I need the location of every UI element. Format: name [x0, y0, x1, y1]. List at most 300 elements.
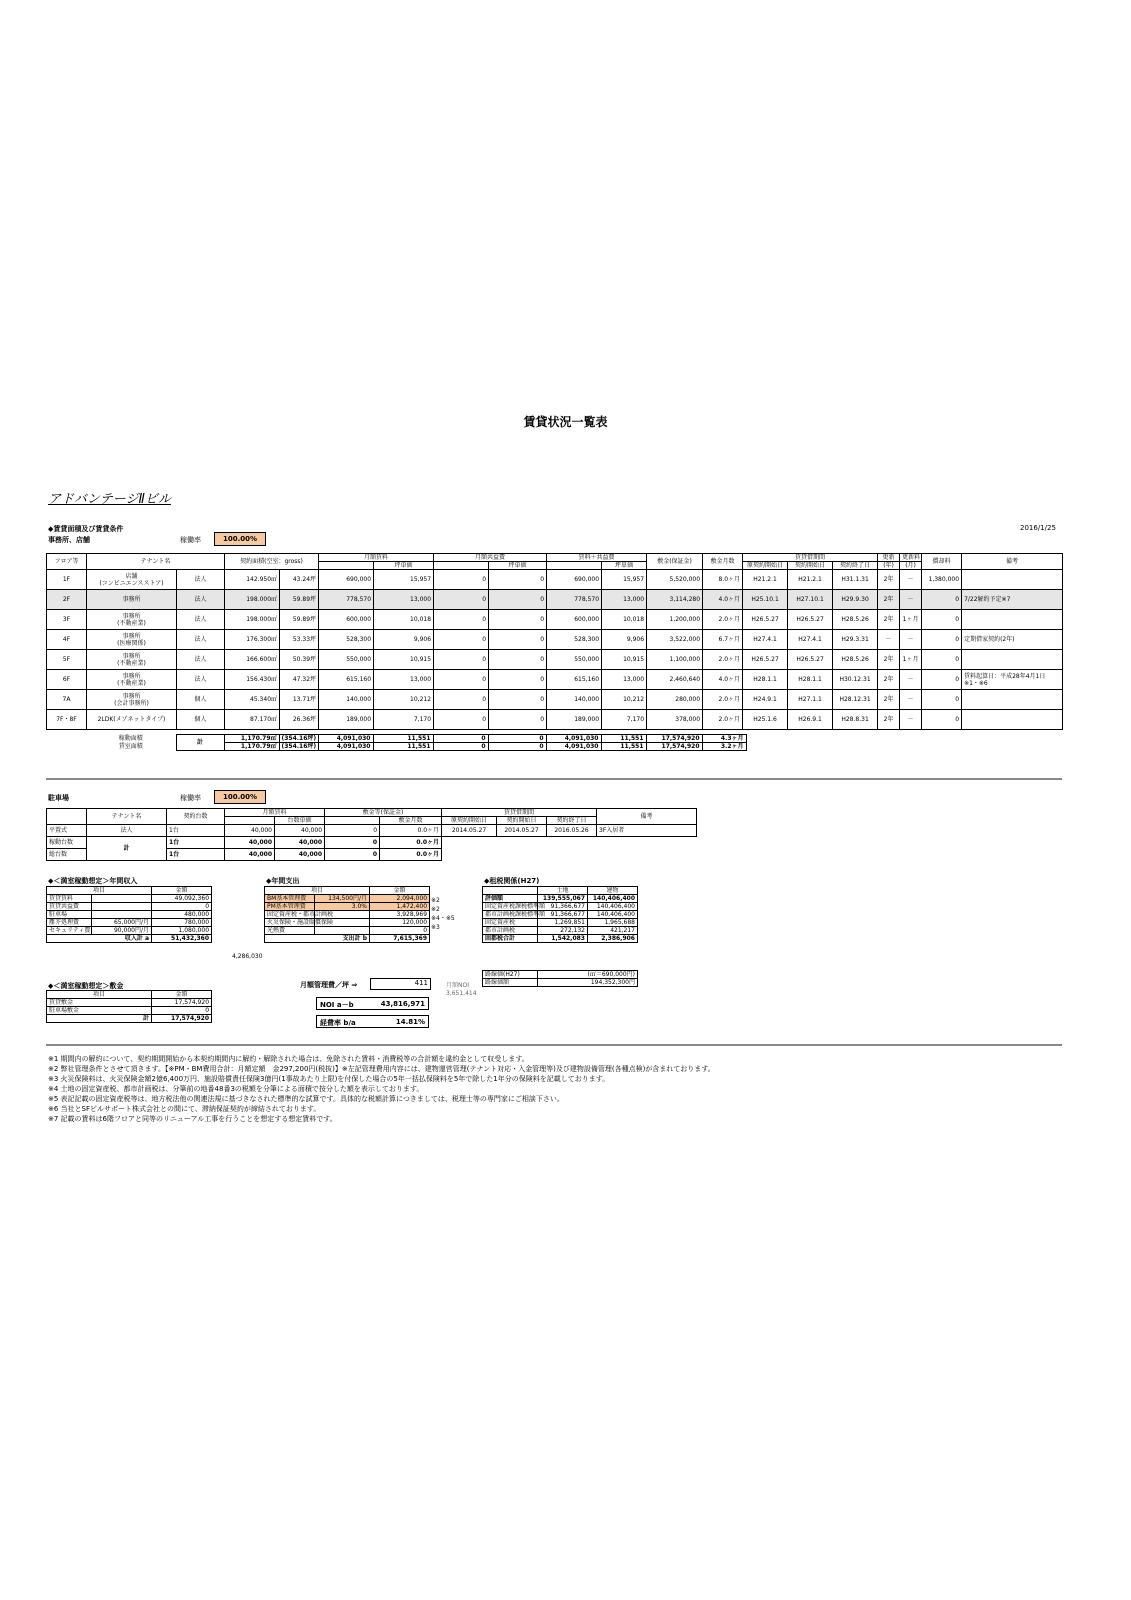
total-rent-2: 4,091,030 [318, 743, 373, 751]
lease-total: 600,000 [547, 610, 602, 630]
tax-row [483, 927, 638, 935]
parking-header-tenant: テナント名 [87, 809, 167, 825]
lease-common-unit: 0 [489, 650, 547, 670]
lease-total: 528,300 [547, 630, 602, 650]
paren: ( [281, 735, 285, 742]
total-tsubo-1: 354.16坪) [284, 735, 317, 742]
parking-rent: 40,000 [225, 825, 275, 837]
parking-s1: 2014.05.27 [442, 825, 497, 837]
lease-row [47, 670, 1063, 690]
total-total-unit-2: 11,551 [601, 743, 646, 751]
expense-row [265, 895, 430, 903]
totals-row-2 [46, 743, 746, 751]
tax-row [483, 903, 638, 911]
lease-start-orig: H26.5.27 [743, 650, 788, 670]
lease-area: 142.950㎡ [225, 570, 280, 590]
header-renew-fee-unit: (月) [900, 562, 922, 570]
expense-col-amount: 金額 [370, 887, 430, 895]
total-deposit-1: 17,574,920 [646, 735, 702, 743]
parking-header-s2: 契約開始日 [497, 817, 547, 825]
lease-tsubo: 13.71坪 [280, 690, 319, 710]
lease-start-orig: H26.5.27 [743, 610, 788, 630]
income-sub [92, 903, 152, 911]
header-tenant: テナント名 [87, 554, 225, 570]
lease-total-unit: 13,000 [602, 670, 647, 690]
lease-start: H21.2.1 [788, 570, 833, 590]
header-end: 契約終了日 [833, 562, 878, 570]
total-months-1: 4.3ヶ月 [702, 735, 746, 743]
parking-kei: 計 [87, 837, 167, 861]
lease-row [47, 710, 1063, 730]
total-total-unit-1: 11,551 [601, 735, 646, 743]
expense-item: 光熱費 [265, 927, 315, 935]
page-title: 賃貸状況一覧表 [523, 415, 608, 429]
footnotes [48, 1054, 715, 1124]
lease-rent-unit: 13,000 [374, 670, 434, 690]
parking-count: 1台 [167, 837, 225, 849]
expense-note: ※2 [431, 897, 440, 904]
lease-tenant-name: 事務所 [122, 632, 141, 640]
tax-item: 都市計画税課税標準額 [483, 911, 538, 919]
expense-item: 火災保険・施設賠償保険 [265, 919, 315, 927]
totals-label-1: 稼動面積 [118, 735, 143, 742]
expense-amount: 0 [370, 927, 430, 935]
lease-end: H28.12.31 [833, 690, 878, 710]
footnote: ※3 火災保険料は、火災保険金額2億6,400万円、施設賠償責任保険3億円(1事故あたり上限)を付保した場合の5年一括払保険料を5年で除した1年分の保険料を記載しております。 [48, 1075, 610, 1083]
lease-tenant [87, 630, 177, 650]
parking-header-row [47, 809, 697, 817]
footnote: ※7 記載の賃料は6階フロアと同等のリニューアル工事を行うことを想定する想定賃料です。 [48, 1115, 337, 1123]
lease-tenant-name: 事務所 [122, 596, 141, 603]
header-amortization: 償却料 [922, 554, 962, 570]
ratio-box [316, 1015, 429, 1028]
section-subheading-office: 事務所、店舗 [48, 536, 90, 544]
lease-common-unit: 0 [489, 630, 547, 650]
totals-label-2: 賃室面積 [118, 743, 143, 750]
tax-item: 固定資産税 [483, 919, 538, 927]
lease-common: 0 [434, 590, 489, 610]
income-amount: 780,000 [152, 919, 212, 927]
lease-amort: 0 [922, 670, 962, 690]
income-side-value: 4,286,030 [232, 953, 263, 960]
lease-deposit: 378,000 [647, 710, 703, 730]
total-total-2: 4,091,030 [546, 743, 601, 751]
tax-building: 140,406,400 [588, 895, 638, 903]
parking-count: 1台 [167, 825, 225, 837]
expense-amount: 120,000 [370, 919, 430, 927]
expense-table [264, 886, 430, 943]
deposit-item: 駐車場敷金 [47, 1007, 152, 1015]
parking-unit: 40,000 [275, 825, 325, 837]
parking-header-s1: 原契約開始日 [442, 817, 497, 825]
income-row [47, 903, 212, 911]
lease-floor: 5F [47, 650, 87, 670]
paren: ( [281, 743, 285, 750]
deposit-amount: 0 [152, 1007, 212, 1015]
tax-item: 固都税合計 [483, 935, 538, 943]
tax-table [482, 886, 638, 943]
lease-total: 550,000 [547, 650, 602, 670]
lease-amort: 0 [922, 630, 962, 650]
footnote: ※6 当社とSFビルサポート株式会社との間にて、滞納保証契約が締結されております。 [48, 1105, 321, 1113]
lease-start-orig: H27.4.1 [743, 630, 788, 650]
tax-land: 1,542,083 [538, 935, 588, 943]
lease-deposit: 1,200,000 [647, 610, 703, 630]
lease-row [47, 690, 1063, 710]
lease-renew-fee: － [900, 710, 922, 730]
header-start-orig: 原契約開始日 [743, 562, 788, 570]
lease-deposit: 1,100,000 [647, 650, 703, 670]
parking-table [46, 808, 697, 861]
header-renew-fee: 更新料 [900, 554, 922, 562]
header-floor: フロア等 [47, 554, 87, 570]
footnote: ※2 弊社管理条件とさせて頂きます。【※PM・BM費用合計：月額定額 金297,200円(税抜)】※左記管理費用内容には、建物運営管理(テナント対応・入金管理等)及び建物設備管理(各種点検)が含まれております。 [48, 1065, 715, 1073]
income-sub [92, 895, 152, 903]
deposit-item: 賃貸敷金 [47, 999, 152, 1007]
lease-entity: 法人 [177, 630, 225, 650]
expense-notes [431, 896, 455, 941]
expense-col-item: 項目 [265, 887, 370, 895]
lease-months: 6.7ヶ月 [703, 630, 743, 650]
lease-amort: 0 [922, 650, 962, 670]
lease-area: 198.000㎡ [225, 610, 280, 630]
lease-floor: 1F [47, 570, 87, 590]
lease-rent: 600,000 [319, 610, 374, 630]
parking-e: 2016.05.26 [547, 825, 597, 837]
total-total-1: 4,091,030 [546, 735, 601, 743]
expense-row [265, 927, 430, 935]
deposit-amount: 17,574,920 [152, 999, 212, 1007]
lease-renew-fee: － [900, 670, 922, 690]
lease-total-unit: 13,000 [602, 590, 647, 610]
tax-item: 固定資産税課税標準額 [483, 903, 538, 911]
noi-value: 43,816,971 [380, 1000, 425, 1008]
totals-row-1 [46, 735, 746, 743]
lease-start: H27.1.1 [788, 690, 833, 710]
income-item: 駐車場 [47, 911, 92, 919]
lease-total-unit: 15,957 [602, 570, 647, 590]
lease-tsubo: 26.36坪 [280, 710, 319, 730]
monthly-noi-value: 3,651,414 [446, 990, 477, 997]
lease-amort: 0 [922, 710, 962, 730]
parking-label: 平置式 [47, 825, 87, 837]
lease-row [47, 590, 1063, 610]
parking-deposit: 0 [325, 849, 380, 861]
expense-amount: 3,928,969 [370, 911, 430, 919]
lease-tsubo: 59.89坪 [280, 590, 319, 610]
parking-label: 稼動台数 [47, 837, 87, 849]
lease-months: 4.0ヶ月 [703, 590, 743, 610]
noi-label: NOI a－b [320, 1001, 354, 1009]
tax-building: 140,406,400 [588, 903, 638, 911]
expense-note: ※4・※5 [431, 915, 455, 922]
parking-rent: 40,000 [225, 849, 275, 861]
lease-deposit: 2,460,640 [647, 670, 703, 690]
income-item: 賃貸共益費 [47, 903, 92, 911]
income-row [47, 895, 212, 903]
tax-building: 1,965,688 [588, 919, 638, 927]
income-col-amount: 金額 [152, 887, 212, 895]
income-item: セキュリティ費 [47, 927, 92, 935]
lease-rent: 528,300 [319, 630, 374, 650]
lease-amort: 0 [922, 690, 962, 710]
expense-note [431, 932, 455, 941]
lease-common-unit: 0 [489, 690, 547, 710]
totals-kei: 計 [176, 735, 224, 751]
total-tsubo-2: 354.16坪) [284, 743, 317, 750]
expense-total: 7,615,369 [370, 935, 430, 943]
lease-total: 690,000 [547, 570, 602, 590]
expense-row [265, 911, 430, 919]
footnote: ※4 土地の固定資産税、都市計画税は、分筆前の地番48番3の税額を分筆による面積で按分した額を表示しております。 [48, 1085, 424, 1093]
lease-total-unit: 9,906 [602, 630, 647, 650]
lease-area: 198.000㎡ [225, 590, 280, 610]
lease-rent: 690,000 [319, 570, 374, 590]
income-total: 51,432,360 [152, 935, 212, 943]
parking-months: 0.0ヶ月 [380, 849, 442, 861]
lease-tenant-type: (不動産業) [117, 679, 146, 687]
lease-common: 0 [434, 570, 489, 590]
lease-area: 166.600㎡ [225, 650, 280, 670]
total-common-2: 0 [433, 743, 488, 751]
header-common-unit: 坪単価 [489, 562, 547, 570]
tax-building: 2,386,906 [588, 935, 638, 943]
ratio-label: 経費率 b/a [320, 1019, 356, 1027]
header-area: 契約面積(空室：gross) [225, 554, 319, 570]
lease-tenant [87, 710, 177, 730]
lease-total: 140,000 [547, 690, 602, 710]
header-rent: 月額賃料 [319, 554, 434, 562]
tax-land: 91,366,677 [538, 903, 588, 911]
parking-unit: 40,000 [275, 849, 325, 861]
deposit-table [46, 990, 212, 1023]
expense-note: ※3 [431, 924, 440, 931]
parking-deposit: 0 [325, 825, 380, 837]
rosen-total-label: 路線価額 [483, 979, 538, 987]
lease-months: 2.0ヶ月 [703, 710, 743, 730]
parking-occupancy-value: 100.00% [214, 790, 266, 804]
parking-remarks: 3F入居者 [597, 825, 697, 837]
lease-renew: 2年 [878, 670, 900, 690]
lease-renew-fee: － [900, 630, 922, 650]
lease-renew-fee: － [900, 590, 922, 610]
parking-deposit: 0 [325, 837, 380, 849]
footnote: ※1 期間内の解約について、契約期間開始から本契約期間内に解約・解除された場合は、免除された賃料・消費税等の合計額を違約金として収受します。 [48, 1055, 529, 1063]
lease-start: H27.4.1 [788, 630, 833, 650]
tax-row [483, 895, 638, 903]
lease-rent-unit: 13,000 [374, 590, 434, 610]
lease-common-unit: 0 [489, 590, 547, 610]
income-row [47, 919, 212, 927]
lease-floor: 3F [47, 610, 87, 630]
lease-remarks [962, 610, 1063, 630]
lease-start-orig: H24.9.1 [743, 690, 788, 710]
lease-tenant [87, 610, 177, 630]
lease-renew: 2年 [878, 690, 900, 710]
total-rent-unit-1: 11,551 [373, 735, 433, 743]
lease-start-orig: H25.1.6 [743, 710, 788, 730]
lease-remarks [962, 570, 1063, 590]
lease-tsubo: 47.32坪 [280, 670, 319, 690]
lease-tsubo: 53.33坪 [280, 630, 319, 650]
total-rent-1: 4,091,030 [318, 735, 373, 743]
lease-tenant-name: 事務所 [122, 692, 141, 700]
leasing-table [46, 553, 1063, 730]
leasing-header-row [47, 554, 1063, 562]
lease-end: H28.8.31 [833, 710, 878, 730]
lease-deposit: 280,000 [647, 690, 703, 710]
lease-remarks [962, 650, 1063, 670]
lease-rent: 189,000 [319, 710, 374, 730]
lease-floor: 7F・8F [47, 710, 87, 730]
expense-row [265, 903, 430, 911]
tax-col-land: 土地 [538, 887, 588, 895]
lease-common-unit: 0 [489, 610, 547, 630]
lease-rent-unit: 9,906 [374, 630, 434, 650]
divider [46, 778, 1062, 780]
income-col-item: 項目 [47, 887, 152, 895]
income-amount: 49,092,360 [152, 895, 212, 903]
lease-total-unit: 10,915 [602, 650, 647, 670]
parking-months: 0.0ヶ月 [380, 825, 442, 837]
lease-common: 0 [434, 650, 489, 670]
lease-renew-fee: 1ヶ月 [900, 610, 922, 630]
income-heading: ◆＜満室稼動想定＞年間収入 [48, 877, 138, 885]
occupancy-label: 稼働率 [180, 536, 201, 544]
building-name: アドバンテージⅡビル [48, 492, 171, 507]
income-sub [92, 911, 152, 919]
parking-header-rent: 月額賃料 [225, 809, 325, 817]
lease-common-unit: 0 [489, 570, 547, 590]
lease-total-unit: 10,212 [602, 690, 647, 710]
expense-note: ※2 [431, 906, 440, 913]
lease-floor: 2F [47, 590, 87, 610]
lease-tenant-name: 事務所 [122, 652, 141, 660]
income-amount: 1,080,000 [152, 927, 212, 935]
lease-remarks: 賃料起算日：平成28年4月1日※1・※6 [962, 670, 1063, 690]
lease-deposit: 3,522,000 [647, 630, 703, 650]
lease-area: 87.170㎡ [225, 710, 280, 730]
lease-rent-unit: 15,957 [374, 570, 434, 590]
header-period: 賃貸借期間 [743, 554, 878, 562]
income-table [46, 886, 212, 943]
total-common-unit-1: 0 [488, 735, 546, 743]
lease-renew: 2年 [878, 590, 900, 610]
lease-common-unit: 0 [489, 670, 547, 690]
lease-rent: 615,160 [319, 670, 374, 690]
lease-months: 4.0ヶ月 [703, 670, 743, 690]
lease-row [47, 570, 1063, 590]
lease-rent: 550,000 [319, 650, 374, 670]
total-common-unit-2: 0 [488, 743, 546, 751]
lease-tenant-type: (会計事務所) [114, 699, 149, 707]
header-deposit-months: 敷金月数 [703, 554, 743, 570]
expense-item: BM基本管理費 [265, 895, 315, 903]
expense-sub: 3.0% [315, 903, 370, 911]
income-sub: 65,000円/月 [92, 919, 152, 927]
lease-area: 156.430㎡ [225, 670, 280, 690]
parking-tenant: 法人 [87, 825, 167, 837]
header-common: 月額共益費 [434, 554, 547, 562]
lease-start-orig: H25.10.1 [743, 590, 788, 610]
ratio-value: 14.81% [395, 1018, 425, 1026]
rosen-value: (㎡＝690,000円) [538, 971, 638, 979]
deposit-total: 17,574,920 [152, 1015, 212, 1023]
report-date: 2016/1/25 [1020, 524, 1056, 532]
lease-end: H29.9.30 [833, 590, 878, 610]
lease-renew: － [878, 630, 900, 650]
rosen-label: 路線価(H27) [483, 971, 538, 979]
expense-row [265, 919, 430, 927]
lease-tenant [87, 650, 177, 670]
parking-row [47, 825, 697, 837]
header-renew-unit: (年) [878, 562, 900, 570]
lease-end: H28.5.26 [833, 610, 878, 630]
lease-entity: 法人 [177, 590, 225, 610]
lease-tsubo: 43.24坪 [280, 570, 319, 590]
parking-s2: 2014.05.27 [497, 825, 547, 837]
lease-start: H26.5.27 [788, 650, 833, 670]
tax-building: 140,406,400 [588, 911, 638, 919]
lease-months: 8.0ヶ月 [703, 570, 743, 590]
lease-remarks: 7/22解約予定※7 [962, 590, 1063, 610]
lease-rent-unit: 7,170 [374, 710, 434, 730]
lease-total: 615,160 [547, 670, 602, 690]
divider [46, 1044, 1062, 1046]
monthly-noi-label: 月額NOI [446, 982, 469, 989]
lease-months: 2.0ヶ月 [703, 650, 743, 670]
lease-tenant [87, 590, 177, 610]
expense-item: 固定資産税・都市計画税 [265, 911, 315, 919]
income-amount: 0 [152, 903, 212, 911]
lease-end: H28.5.26 [833, 650, 878, 670]
total-area-1: 1,170.79㎡ [224, 735, 279, 743]
lease-tenant-type: (コンビニエンスストア) [99, 579, 164, 587]
lease-entity: 個人 [177, 690, 225, 710]
lease-start: H26.9.1 [788, 710, 833, 730]
lease-entity: 法人 [177, 670, 225, 690]
header-total-unit: 坪単価 [602, 562, 647, 570]
income-row [47, 911, 212, 919]
lease-months: 2.0ヶ月 [703, 690, 743, 710]
deposit-total-label: 計 [47, 1015, 152, 1023]
header-rent-unit: 坪単価 [374, 562, 434, 570]
header-remarks: 備考 [962, 554, 1063, 570]
tax-land: 1,269,851 [538, 919, 588, 927]
lease-row [47, 650, 1063, 670]
lease-start: H27.10.1 [788, 590, 833, 610]
parking-heading: 駐車場 [48, 794, 69, 802]
lease-start: H28.1.1 [788, 670, 833, 690]
lease-total-unit: 7,170 [602, 710, 647, 730]
lease-renew-fee: － [900, 690, 922, 710]
lease-remarks [962, 690, 1063, 710]
header-renew: 更新 [878, 554, 900, 562]
lease-deposit: 3,114,280 [647, 590, 703, 610]
lease-common-unit: 0 [489, 710, 547, 730]
lease-start-orig: H28.1.1 [743, 670, 788, 690]
lease-common: 0 [434, 630, 489, 650]
rosen-total-value: 194,352,300円 [538, 979, 638, 987]
deposit-heading: ◆＜満室稼動想定＞敷金 [48, 982, 124, 990]
lease-tenant-name: 事務所 [122, 672, 141, 680]
header-deposit: 敷金(保証金) [647, 554, 703, 570]
section-heading-leasing: ◆賃貸面積及び賃貸条件 [48, 525, 124, 533]
parking-count: 1台 [167, 849, 225, 861]
lease-rent-unit: 10,212 [374, 690, 434, 710]
rosen-table [482, 970, 638, 987]
lease-renew: 2年 [878, 570, 900, 590]
